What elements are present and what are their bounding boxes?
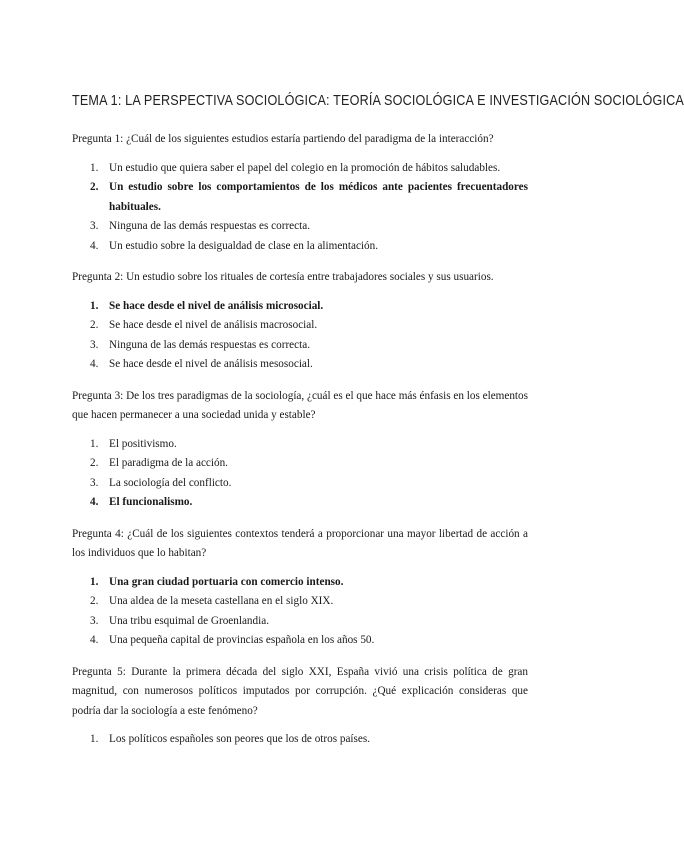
- question-4: Pregunta 4: ¿Cuál de los siguientes contextos tenderá a proporcionar una mayor libertad de acción a los individuos que lo habitan?: [72, 527, 528, 559]
- option-text: Se hace desde el nivel de análisis macrosocial.: [109, 319, 318, 331]
- option: [72, 592, 528, 612]
- option: [72, 316, 528, 336]
- page-title: TEMA 1: LA PERSPECTIVA SOCIOLÓGICA: TEORÍA SOCIOLÓGICA E INVESTIGACIÓN SOCIOLÓGICA: [72, 92, 684, 109]
- option: [72, 159, 528, 179]
- option: [72, 237, 528, 257]
- option-correct: [72, 178, 528, 217]
- option-correct: [72, 493, 528, 513]
- option-text: El positivismo.: [109, 437, 177, 450]
- option-text: Se hace desde el nivel de análisis mesosocial.: [109, 358, 313, 370]
- option-number: 2.: [90, 595, 99, 607]
- option-text: Los políticos españoles son peores que los de otros países.: [109, 733, 370, 745]
- option-number: 4.: [90, 634, 99, 646]
- option-text: Una pequeña capital de provincias española en los años 50.: [109, 634, 375, 646]
- question-2: Pregunta 2: Un estudio sobre los rituales de cortesía entre trabajadores sociales y sus usuarios.: [72, 271, 494, 283]
- option-text: La sociología del conflicto.: [109, 476, 232, 489]
- question-2-options: [72, 297, 528, 375]
- option-number: 1.: [90, 575, 99, 588]
- option-number: 4.: [90, 496, 99, 508]
- option-text: Ninguna de las demás respuestas es correcta.: [109, 338, 310, 351]
- option-number: 3.: [90, 338, 99, 351]
- option-number: 3.: [90, 220, 99, 232]
- option: [72, 474, 528, 494]
- option-text: Una gran ciudad portuaria con comercio intenso.: [109, 575, 344, 588]
- option-text: Una aldea de la meseta castellana en el siglo XIX.: [109, 595, 334, 607]
- question-5: Pregunta 5: Durante la primera década del siglo XXI, España vivió una crisis política de gran magnitud, con numerosos políticos imputados por corrupción. ¿Qué explicación consideras que podría dar la sociología a este fenómeno?: [72, 665, 528, 717]
- question-5-options: [72, 730, 528, 750]
- option-text: Ninguna de las demás respuestas es correcta.: [109, 220, 310, 232]
- option-number: 1.: [90, 299, 99, 312]
- question-4-options: [72, 573, 528, 651]
- option-number: 3.: [90, 476, 99, 489]
- option-text: Un estudio sobre los comportamientos de los médicos ante pacientes frecuentadores habituales.: [109, 181, 528, 213]
- question-3: Pregunta 3: De los tres paradigmas de la sociología, ¿cuál es el que hace más énfasis en los elementos que hacen permanecer a una sociedad unida y estable?: [72, 389, 528, 421]
- question-3-options: [72, 435, 528, 513]
- option-number: 1.: [90, 161, 99, 174]
- option: [72, 454, 528, 474]
- option-text: Una tribu esquimal de Groenlandia.: [109, 614, 269, 627]
- option-number: 3.: [90, 614, 99, 627]
- option-text: Un estudio que quiera saber el papel del colegio en la promoción de hábitos saludables.: [109, 161, 501, 174]
- question-1: Pregunta 1: ¿Cuál de los siguientes estudios estaría partiendo del paradigma de la interacción?: [72, 133, 494, 145]
- option-number: 1.: [90, 733, 99, 745]
- option-number: 1.: [90, 437, 99, 450]
- option-number: 2.: [90, 457, 99, 469]
- option-correct: [72, 297, 528, 317]
- option-number: 4.: [90, 358, 99, 370]
- option: [72, 612, 528, 632]
- option-number: 2.: [90, 181, 99, 193]
- option-correct: [72, 573, 528, 593]
- option: [72, 336, 528, 356]
- option: [72, 217, 528, 237]
- option-number: 4.: [90, 239, 99, 252]
- option: [72, 355, 528, 375]
- option: [72, 730, 528, 750]
- question-1-options: [72, 159, 528, 257]
- option: [72, 631, 528, 651]
- option-text: Se hace desde el nivel de análisis microsocial.: [109, 299, 324, 312]
- option-number: 2.: [90, 319, 99, 331]
- option-text: El paradigma de la acción.: [109, 457, 228, 469]
- option-text: El funcionalismo.: [109, 496, 193, 508]
- option-text: Un estudio sobre la desigualdad de clase en la alimentación.: [109, 239, 379, 252]
- option: [72, 435, 528, 455]
